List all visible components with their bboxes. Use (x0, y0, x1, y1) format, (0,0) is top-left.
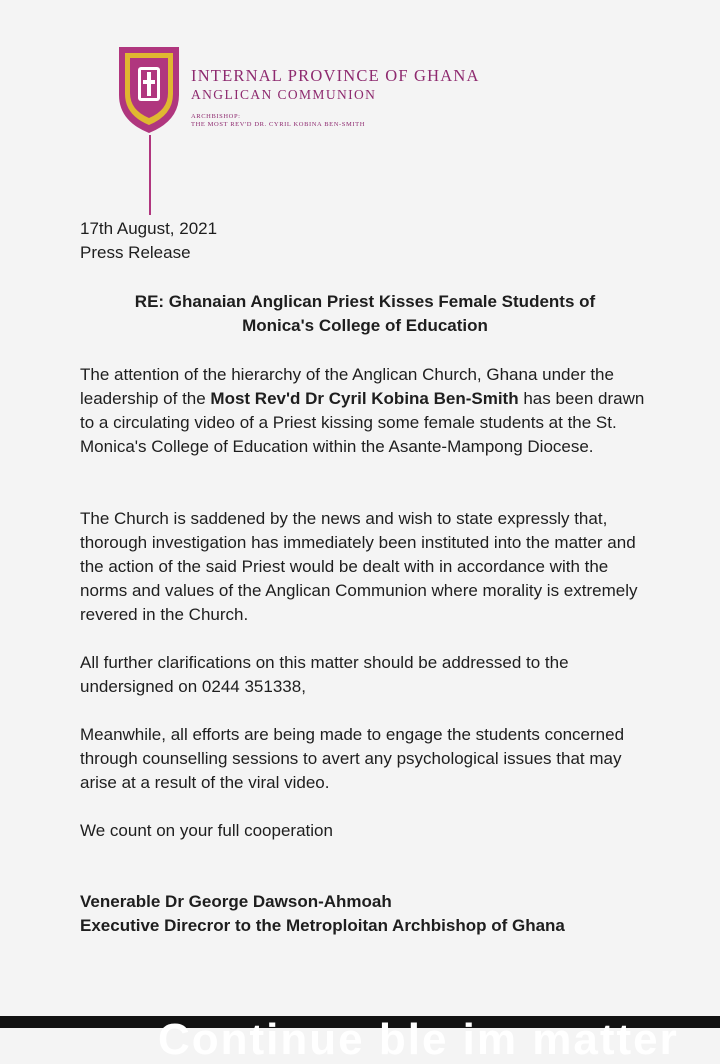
org-subtitle: ANGLICAN COMMUNION (191, 87, 377, 102)
archbishop-label: ARCHBISHOP: (191, 113, 241, 120)
signatory-name: Venerable Dr George Dawson-Ahmoah (80, 892, 392, 911)
paragraph-5: We count on your full cooperation (80, 821, 333, 840)
paragraph-1 (80, 363, 652, 459)
archbishop-name-bold: Most Rev'd Dr Cyril Kobina Ben-Smith (210, 389, 519, 408)
paragraph-4: Meanwhile, all efforts are being made to engage the students concerned through counselling sessions to avert any psychological issues that may arise at a result of the viral video. (80, 725, 625, 792)
caption-overlay (0, 1015, 720, 1064)
heading-line-2: Monica's College of Education (242, 316, 488, 335)
letterhead-text (191, 66, 480, 129)
press-release-heading (80, 290, 650, 338)
paragraph-1-intro: The attention of the hierarchy of the Anglican Church, Ghana under the leadership of the (80, 365, 614, 408)
release-date: 17th August, 2021 (80, 219, 218, 238)
org-name: INTERNAL PROVINCE OF GHANA (191, 66, 480, 85)
heading-line-1: RE: Ghanaian Anglican Priest Kisses Female Students of (134, 292, 596, 311)
document-type: Press Release (80, 243, 191, 262)
signatory-title: Executive Direcror to the Metroploitan Archbishop of Ghana (80, 916, 565, 935)
church-seal-icon (114, 43, 184, 135)
paragraph-1-rest: has been drawn to a circulating video of a Priest kissing some female students at the St. Monica's College of Education within the Asante-Mampong Diocese. (80, 389, 645, 456)
paragraph-2: The Church is saddened by the news and wish to state expressly that, thorough investigation has immediately been instituted into the matter and the action of the said Priest would be dealt with in accordance with the norms and values of the Anglican Communion where morality is extremely revered in the Church. (80, 509, 638, 624)
archbishop-name: THE MOST REV'D DR. CYRIL KOBINA BEN-SMITH (191, 121, 366, 128)
caption-text: Continue ble im matter (158, 1015, 679, 1064)
letterhead-divider (149, 135, 151, 215)
paragraph-3: All further clarifications on this matter should be addressed to the undersigned on 0244 351338, (80, 653, 569, 696)
